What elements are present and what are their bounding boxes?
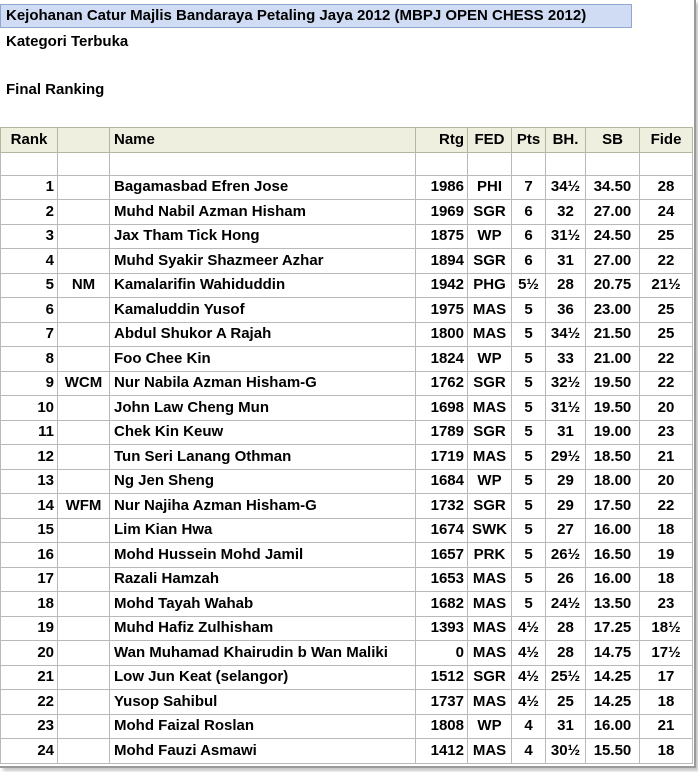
ranking-table (0, 127, 693, 764)
cell-fide: 21 (640, 714, 693, 739)
col-header-sb: SB (586, 128, 640, 153)
cell-bh: 31 (546, 420, 586, 445)
col-header-bh: BH. (546, 128, 586, 153)
cell-fed: MAS (468, 298, 512, 323)
cell-fide: 21 (640, 445, 693, 470)
cell-bh: 28 (546, 273, 586, 298)
cell-name: Nur Najiha Azman Hisham-G (110, 494, 416, 519)
cell-name: Razali Hamzah (110, 567, 416, 592)
cell-fide: 22 (640, 494, 693, 519)
cell-pts: 5 (512, 420, 546, 445)
cell-fide: 20 (640, 469, 693, 494)
cell-fed: SGR (468, 200, 512, 225)
cell-rank: 22 (1, 690, 58, 715)
cell-pts: 5 (512, 494, 546, 519)
cell-sb: 21.00 (586, 347, 640, 372)
cell-pts: 5 (512, 445, 546, 470)
cell-title: WFM (58, 494, 110, 519)
cell-pts: 7 (512, 175, 546, 200)
col-header-name: Name (110, 128, 416, 153)
cell-fed: WP (468, 224, 512, 249)
cell-sb: 20.75 (586, 273, 640, 298)
cell-title (58, 641, 110, 666)
cell-pts: 5 (512, 347, 546, 372)
col-header-rank: Rank (1, 128, 58, 153)
cell-name: Muhd Syakir Shazmeer Azhar (110, 249, 416, 274)
cell-pts: 5 (512, 298, 546, 323)
cell-fide: 25 (640, 224, 693, 249)
cell-name: Abdul Shukor A Rajah (110, 322, 416, 347)
cell-sb: 19.00 (586, 420, 640, 445)
cell-rtg: 1875 (416, 224, 468, 249)
cell-sb: 23.00 (586, 298, 640, 323)
cell-bh: 31 (546, 714, 586, 739)
table-row (1, 543, 693, 568)
cell-title (58, 665, 110, 690)
table-row (1, 224, 693, 249)
cell-bh: 32½ (546, 371, 586, 396)
cell-bh: 29 (546, 494, 586, 519)
cell-rtg: 1986 (416, 175, 468, 200)
cell-pts: 6 (512, 224, 546, 249)
cell-rtg: 1512 (416, 665, 468, 690)
cell-fide: 24 (640, 200, 693, 225)
cell-fide: 18½ (640, 616, 693, 641)
table-row (1, 273, 693, 298)
cell-fide: 18 (640, 690, 693, 715)
cell-name: Kamaluddin Yusof (110, 298, 416, 323)
cell-name: Lim Kian Hwa (110, 518, 416, 543)
cell-rtg: 1789 (416, 420, 468, 445)
table-row (1, 567, 693, 592)
cell-fed: SGR (468, 371, 512, 396)
cell-name: Chek Kin Keuw (110, 420, 416, 445)
cell-name: Foo Chee Kin (110, 347, 416, 372)
cell-rtg: 1824 (416, 347, 468, 372)
cell-rank: 11 (1, 420, 58, 445)
cell-fed: WP (468, 469, 512, 494)
cell-fide: 22 (640, 371, 693, 396)
cell-title (58, 396, 110, 421)
cell-name: John Law Cheng Mun (110, 396, 416, 421)
cell-fed: SGR (468, 494, 512, 519)
cell-title (58, 690, 110, 715)
cell-title (58, 543, 110, 568)
table-row (1, 469, 693, 494)
cell-fide: 19 (640, 543, 693, 568)
cell-rtg: 1653 (416, 567, 468, 592)
table-row (1, 175, 693, 200)
cell-fed: PRK (468, 543, 512, 568)
cell-title (58, 224, 110, 249)
table-row (1, 371, 693, 396)
section-title: Final Ranking (6, 81, 105, 98)
cell-rtg: 1942 (416, 273, 468, 298)
cell-name: Bagamasbad Efren Jose (110, 175, 416, 200)
cell-sb: 16.50 (586, 543, 640, 568)
cell-rank: 15 (1, 518, 58, 543)
cell-name: Mohd Fauzi Asmawi (110, 739, 416, 764)
cell-fide: 25 (640, 298, 693, 323)
table-row (1, 714, 693, 739)
cell-fed: PHG (468, 273, 512, 298)
cell-bh: 31½ (546, 224, 586, 249)
cell-rank: 3 (1, 224, 58, 249)
cell-fide: 21½ (640, 273, 693, 298)
cell-rank: 12 (1, 445, 58, 470)
cell-pts: 5 (512, 322, 546, 347)
cell-fed: MAS (468, 739, 512, 764)
cell-rank: 8 (1, 347, 58, 372)
cell-fide: 18 (640, 739, 693, 764)
table-row (1, 592, 693, 617)
tournament-title: Kejohanan Catur Majlis Bandaraya Petaling Jaya 2012 (MBPJ OPEN CHESS 2012) (0, 4, 632, 28)
table-row (1, 739, 693, 764)
cell-sb: 16.00 (586, 518, 640, 543)
cell-name: Yusop Sahibul (110, 690, 416, 715)
cell-fide: 17 (640, 665, 693, 690)
cell-name: Low Jun Keat (selangor) (110, 665, 416, 690)
cell-name: Muhd Hafiz Zulhisham (110, 616, 416, 641)
cell-fide: 20 (640, 396, 693, 421)
cell-rank: 19 (1, 616, 58, 641)
cell-pts: 4½ (512, 690, 546, 715)
col-header-rtg: Rtg (416, 128, 468, 153)
cell-bh: 26 (546, 567, 586, 592)
cell-pts: 5½ (512, 273, 546, 298)
cell-title (58, 739, 110, 764)
cell-pts: 4½ (512, 616, 546, 641)
cell-sb: 24.50 (586, 224, 640, 249)
cell-pts: 4½ (512, 665, 546, 690)
cell-rank: 21 (1, 665, 58, 690)
cell-fide: 23 (640, 592, 693, 617)
cell-title (58, 518, 110, 543)
cell-fed: SGR (468, 665, 512, 690)
cell-rtg: 1684 (416, 469, 468, 494)
cell-rank: 16 (1, 543, 58, 568)
cell-rtg: 1698 (416, 396, 468, 421)
cell-title (58, 469, 110, 494)
cell-sb: 18.00 (586, 469, 640, 494)
table-row (1, 690, 693, 715)
cell-fed: MAS (468, 445, 512, 470)
cell-fed: MAS (468, 592, 512, 617)
category-label: Kategori Terbuka (6, 33, 129, 50)
cell-sb: 19.50 (586, 396, 640, 421)
cell-fed: MAS (468, 690, 512, 715)
cell-sb: 14.75 (586, 641, 640, 666)
cell-rtg: 1657 (416, 543, 468, 568)
col-header-pts: Pts (512, 128, 546, 153)
table-row (1, 347, 693, 372)
cell-bh: 29½ (546, 445, 586, 470)
cell-rank: 9 (1, 371, 58, 396)
cell-fed: PHI (468, 175, 512, 200)
cell-fed: WP (468, 714, 512, 739)
cell-name: Muhd Nabil Azman Hisham (110, 200, 416, 225)
table-row (1, 322, 693, 347)
cell-rank: 14 (1, 494, 58, 519)
cell-fide: 18 (640, 567, 693, 592)
cell-fide: 28 (640, 175, 693, 200)
cell-bh: 32 (546, 200, 586, 225)
cell-name: Mohd Faizal Roslan (110, 714, 416, 739)
cell-rtg: 1800 (416, 322, 468, 347)
cell-title (58, 420, 110, 445)
cell-name: Wan Muhamad Khairudin b Wan Maliki (110, 641, 416, 666)
table-row (1, 420, 693, 445)
cell-bh: 31 (546, 249, 586, 274)
cell-fed: MAS (468, 616, 512, 641)
cell-fide: 23 (640, 420, 693, 445)
cell-sb: 21.50 (586, 322, 640, 347)
cell-sb: 19.50 (586, 371, 640, 396)
cell-rank: 5 (1, 273, 58, 298)
cell-rtg: 1762 (416, 371, 468, 396)
table-row (1, 494, 693, 519)
table-row (1, 616, 693, 641)
cell-sb: 13.50 (586, 592, 640, 617)
cell-name: Nur Nabila Azman Hisham-G (110, 371, 416, 396)
cell-fed: SGR (468, 249, 512, 274)
cell-sb: 16.00 (586, 714, 640, 739)
cell-title (58, 200, 110, 225)
cell-name: Jax Tham Tick Hong (110, 224, 416, 249)
col-header-fide: Fide (640, 128, 693, 153)
cell-title (58, 592, 110, 617)
table-header-row (1, 128, 693, 153)
table-row (1, 249, 693, 274)
table-row (1, 396, 693, 421)
cell-sb: 14.25 (586, 665, 640, 690)
table-row (1, 200, 693, 225)
cell-rank: 20 (1, 641, 58, 666)
cell-name: Mohd Tayah Wahab (110, 592, 416, 617)
cell-pts: 5 (512, 543, 546, 568)
col-header-fed: FED (468, 128, 512, 153)
cell-bh: 27 (546, 518, 586, 543)
cell-rtg: 1719 (416, 445, 468, 470)
cell-bh: 25½ (546, 665, 586, 690)
cell-rtg: 1412 (416, 739, 468, 764)
cell-name: Ng Jen Sheng (110, 469, 416, 494)
cell-rank: 10 (1, 396, 58, 421)
cell-rtg: 1737 (416, 690, 468, 715)
cell-sb: 17.25 (586, 616, 640, 641)
cell-pts: 5 (512, 567, 546, 592)
cell-fide: 22 (640, 249, 693, 274)
cell-rank: 17 (1, 567, 58, 592)
cell-bh: 34½ (546, 322, 586, 347)
cell-fed: SWK (468, 518, 512, 543)
cell-title (58, 347, 110, 372)
cell-rtg: 0 (416, 641, 468, 666)
cell-sb: 34.50 (586, 175, 640, 200)
table-row (1, 298, 693, 323)
cell-bh: 28 (546, 616, 586, 641)
table-row (1, 641, 693, 666)
col-header-title (58, 128, 110, 153)
cell-bh: 34½ (546, 175, 586, 200)
table-row (1, 445, 693, 470)
cell-title (58, 322, 110, 347)
cell-sb: 15.50 (586, 739, 640, 764)
cell-sb: 27.00 (586, 200, 640, 225)
cell-bh: 33 (546, 347, 586, 372)
table-row (1, 518, 693, 543)
cell-rtg: 1682 (416, 592, 468, 617)
cell-sb: 18.50 (586, 445, 640, 470)
cell-pts: 5 (512, 469, 546, 494)
cell-fed: SGR (468, 420, 512, 445)
spacer-row (1, 152, 693, 175)
cell-title (58, 175, 110, 200)
cell-rank: 1 (1, 175, 58, 200)
cell-fed: MAS (468, 641, 512, 666)
cell-rank: 6 (1, 298, 58, 323)
cell-rtg: 1969 (416, 200, 468, 225)
cell-rank: 2 (1, 200, 58, 225)
cell-bh: 24½ (546, 592, 586, 617)
cell-pts: 5 (512, 396, 546, 421)
cell-bh: 28 (546, 641, 586, 666)
cell-sb: 17.50 (586, 494, 640, 519)
cell-fed: MAS (468, 322, 512, 347)
cell-name: Mohd Hussein Mohd Jamil (110, 543, 416, 568)
cell-rtg: 1894 (416, 249, 468, 274)
cell-name: Tun Seri Lanang Othman (110, 445, 416, 470)
cell-sb: 14.25 (586, 690, 640, 715)
cell-name: Kamalarifin Wahiduddin (110, 273, 416, 298)
cell-title: NM (58, 273, 110, 298)
cell-rank: 23 (1, 714, 58, 739)
cell-rank: 4 (1, 249, 58, 274)
cell-fide: 25 (640, 322, 693, 347)
cell-title (58, 249, 110, 274)
cell-fide: 17½ (640, 641, 693, 666)
cell-fide: 22 (640, 347, 693, 372)
cell-fed: MAS (468, 396, 512, 421)
cell-rank: 13 (1, 469, 58, 494)
cell-bh: 26½ (546, 543, 586, 568)
cell-pts: 4½ (512, 641, 546, 666)
cell-rtg: 1732 (416, 494, 468, 519)
cell-sb: 16.00 (586, 567, 640, 592)
cell-sb: 27.00 (586, 249, 640, 274)
cell-pts: 5 (512, 592, 546, 617)
cell-title (58, 714, 110, 739)
cell-rank: 24 (1, 739, 58, 764)
table-row (1, 665, 693, 690)
cell-title: WCM (58, 371, 110, 396)
cell-fed: MAS (468, 567, 512, 592)
cell-rtg: 1393 (416, 616, 468, 641)
cell-pts: 6 (512, 249, 546, 274)
cell-pts: 5 (512, 518, 546, 543)
cell-title (58, 445, 110, 470)
cell-rtg: 1808 (416, 714, 468, 739)
cell-title (58, 567, 110, 592)
cell-rtg: 1674 (416, 518, 468, 543)
cell-bh: 36 (546, 298, 586, 323)
cell-bh: 31½ (546, 396, 586, 421)
cell-bh: 29 (546, 469, 586, 494)
cell-fide: 18 (640, 518, 693, 543)
cell-bh: 30½ (546, 739, 586, 764)
cell-rank: 7 (1, 322, 58, 347)
cell-rtg: 1975 (416, 298, 468, 323)
cell-fed: WP (468, 347, 512, 372)
cell-pts: 4 (512, 739, 546, 764)
cell-title (58, 616, 110, 641)
cell-title (58, 298, 110, 323)
cell-pts: 4 (512, 714, 546, 739)
cell-pts: 6 (512, 200, 546, 225)
cell-rank: 18 (1, 592, 58, 617)
cell-pts: 5 (512, 371, 546, 396)
cell-bh: 25 (546, 690, 586, 715)
